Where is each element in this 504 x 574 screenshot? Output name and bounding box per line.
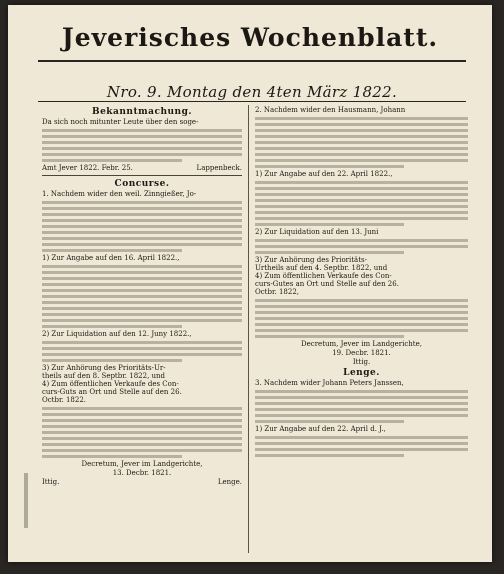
- concurse-sub2-body: [42, 341, 242, 362]
- text-line: [255, 141, 468, 144]
- text-line: [255, 436, 468, 439]
- item2-sub4-date: Octbr. 1822,: [255, 288, 300, 296]
- notice-signature-date: Amt Jever 1822. Febr. 25.: [42, 164, 133, 172]
- text-line: [42, 437, 242, 440]
- text-line: [42, 213, 242, 216]
- text-line: [42, 283, 242, 286]
- text-line: [255, 153, 468, 156]
- concurse-tail-body: [42, 407, 242, 458]
- item2-sub1: 1) Zur Angabe auf den 22. April 1822.,: [255, 170, 393, 178]
- masthead-title: Jeverisches Wochenblatt.: [61, 23, 439, 52]
- text-line: [255, 251, 404, 254]
- item2-sub3: 3) Zur Anhörung des Prioritäts-: [255, 256, 367, 264]
- text-line: [42, 277, 242, 280]
- text-line: [42, 295, 242, 298]
- text-line: [42, 301, 242, 304]
- text-line: [255, 239, 468, 242]
- text-line: [42, 307, 242, 310]
- text-line: [42, 237, 242, 240]
- text-line: [42, 207, 242, 210]
- text-line: [42, 431, 242, 434]
- text-line: [42, 425, 242, 428]
- text-line: [255, 402, 468, 405]
- text-line: [42, 419, 242, 422]
- text-line: [255, 329, 468, 332]
- text-line: [255, 159, 468, 162]
- text-line: [42, 225, 242, 228]
- item2-sign-row: [255, 358, 468, 367]
- text-line: [42, 449, 242, 452]
- text-line: [42, 201, 242, 204]
- concurse-decretum-date: 13. Decbr. 1821.: [112, 469, 172, 477]
- text-line: [255, 211, 468, 214]
- text-line: [255, 223, 404, 226]
- item3-body: [255, 390, 468, 423]
- concurse-sign-left: Ittig.: [42, 478, 60, 486]
- text-line: [42, 135, 242, 138]
- notice-lead: Da sich noch mitunter Leute über den soge-: [42, 118, 199, 126]
- text-line: [42, 147, 242, 150]
- text-line: [42, 141, 242, 144]
- text-line: [255, 442, 468, 445]
- text-line: [255, 305, 468, 308]
- item2-sub2: 2) Zur Liquidation auf den 13. Juni: [255, 228, 379, 236]
- text-line: [42, 413, 242, 416]
- binding-shadow: [24, 473, 28, 528]
- item2-tail-body: [255, 299, 468, 338]
- concurse-item1-lead: 1. Nachdem wider den weil. Zinngießer, Jo-: [42, 190, 197, 198]
- item3-lead: 3. Nachdem wider Johann Peters Janssen,: [255, 379, 404, 387]
- text-line: [255, 199, 468, 202]
- concurse-sub1: 1) Zur Angabe auf den 16. April 1822.,: [42, 254, 180, 262]
- header-rule: [38, 101, 466, 102]
- text-line: [255, 420, 404, 423]
- right-column: [255, 106, 468, 459]
- text-line: [255, 181, 468, 184]
- text-line: [42, 249, 182, 252]
- item2-sign: Ittig.: [352, 358, 371, 366]
- text-line: [42, 153, 242, 156]
- notice-signature: [42, 164, 242, 173]
- text-line: [255, 408, 468, 411]
- text-line: [42, 341, 242, 344]
- text-line: [42, 243, 242, 246]
- notice-heading: Bekanntmachung.: [91, 107, 193, 117]
- item2-body: [255, 117, 468, 168]
- text-line: [255, 335, 404, 338]
- text-line: [42, 129, 242, 132]
- section-separator: [42, 175, 242, 176]
- item3-sub1-body: [255, 436, 468, 457]
- item2-sub4-cont: curs-Gutes an Ort und Stelle auf den 26.: [255, 280, 399, 288]
- text-line: [255, 205, 468, 208]
- concurse-sub1-body: [42, 265, 242, 328]
- item2-decretum-date: 19. Decbr. 1821.: [332, 349, 391, 357]
- issue-date-line: Nro. 9. Montag den 4ten März 1822.: [106, 83, 398, 101]
- text-line: [255, 187, 468, 190]
- text-line: [42, 353, 242, 356]
- item2-decretum-date-row: [255, 349, 468, 358]
- item2-decretum: [255, 340, 468, 349]
- text-line: [42, 289, 242, 292]
- concurse-sub2: 2) Zur Liquidation auf den 12. Juny 1822.,: [42, 330, 192, 338]
- text-line: [255, 245, 468, 248]
- text-line: [255, 123, 468, 126]
- text-line: [255, 147, 468, 150]
- text-line: [255, 299, 468, 302]
- concurse-sub4: 4) Zum öffentlichen Verkaufe des Con-: [42, 380, 179, 388]
- concurse-sign-right: Lenge.: [217, 478, 242, 486]
- text-line: [42, 313, 242, 316]
- text-line: [42, 231, 242, 234]
- text-line: [255, 193, 468, 196]
- text-line: [255, 165, 404, 168]
- text-line: [255, 129, 468, 132]
- text-line: [255, 135, 468, 138]
- text-line: [255, 317, 468, 320]
- newspaper-page: [8, 5, 492, 562]
- concurse-sub4-cont: curs-Guts an Ort und Stelle auf den 26.: [42, 388, 182, 396]
- column-divider: [248, 105, 249, 553]
- text-line: [42, 319, 242, 322]
- concurse-item1-body: [42, 201, 242, 252]
- item2-sub1-body: [255, 181, 468, 226]
- text-line: [255, 117, 468, 120]
- text-line: [255, 217, 468, 220]
- text-line: [42, 325, 182, 328]
- item2-decretum-text: Decretum, Jever im Landgerichte,: [301, 340, 422, 348]
- notice-body: [42, 129, 242, 162]
- text-line: [255, 311, 468, 314]
- text-line: [255, 454, 404, 457]
- item3-heading: Lenge.: [343, 368, 380, 378]
- concurse-decretum: [42, 460, 242, 469]
- left-column: [42, 106, 242, 487]
- item2-lead: 2. Nachdem wider den Hausmann, Johann: [255, 106, 406, 114]
- concurse-signatures: [42, 478, 242, 487]
- concurse-decretum-date-row: [42, 469, 242, 478]
- text-line: [255, 414, 468, 417]
- text-line: [42, 271, 242, 274]
- item3-sub1: 1) Zur Angabe auf den 22. April d. J.,: [255, 425, 386, 433]
- item2-sub2-body: [255, 239, 468, 254]
- text-line: [255, 396, 468, 399]
- item2-sub3-cont: Urtheils auf den 4. Septbr. 1822, und: [255, 264, 388, 272]
- text-line: [42, 455, 182, 458]
- concurse-sub3: 3) Zur Anhörung des Prioritäts-Ur-: [42, 364, 166, 372]
- text-line: [42, 407, 242, 410]
- concurse-decretum-text: Decretum, Jever im Landgerichte,: [81, 460, 203, 468]
- text-line: [42, 159, 182, 162]
- text-line: [255, 448, 468, 451]
- text-line: [42, 219, 242, 222]
- notice-signature-name: Lappenbeck.: [196, 164, 242, 172]
- masthead-rule: [38, 60, 466, 62]
- text-line: [255, 323, 468, 326]
- concurse-heading: Concurse.: [114, 179, 170, 189]
- text-line: [42, 359, 182, 362]
- item2-sub4: 4) Zum öffentlichen Verkaufe des Con-: [255, 272, 392, 280]
- concurse-sub3-cont: theils auf den 8. Septbr. 1822, und: [42, 372, 166, 380]
- text-line: [42, 265, 242, 268]
- text-line: [255, 390, 468, 393]
- text-line: [42, 347, 242, 350]
- text-line: [42, 443, 242, 446]
- concurse-sub4-date: Octbr. 1822.: [42, 396, 87, 404]
